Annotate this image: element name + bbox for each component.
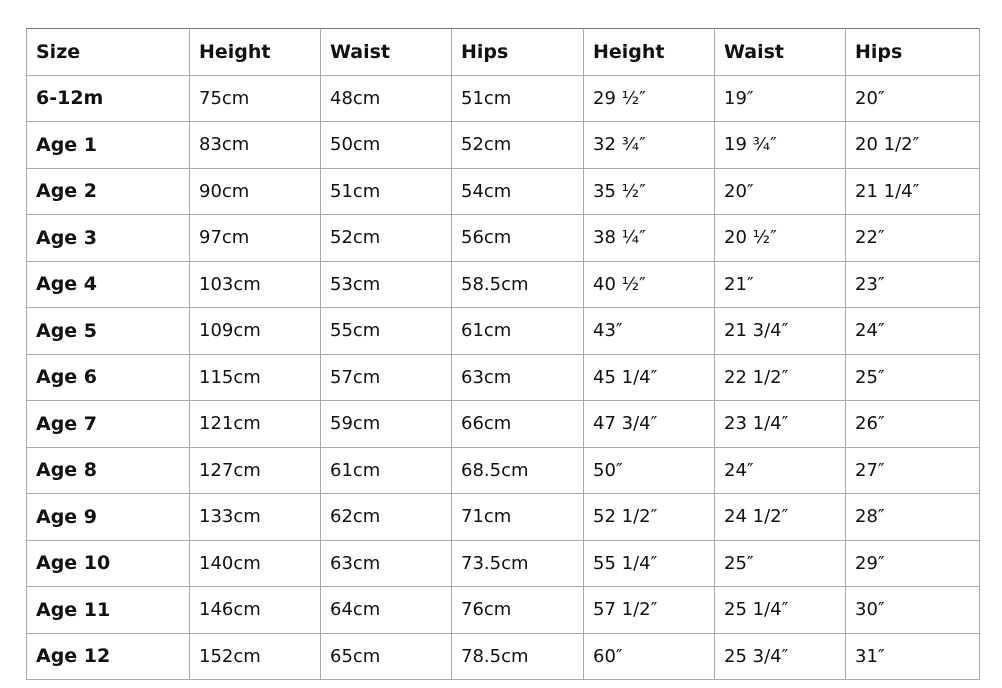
hips-in-cell: 22″ — [846, 215, 980, 262]
table-row — [27, 75, 980, 122]
height-cm-cell: 75cm — [190, 75, 321, 122]
height-in-cell: 45 1/4″ — [584, 354, 715, 401]
height-cm-cell: 121cm — [190, 401, 321, 448]
height-in-cell: 43″ — [584, 308, 715, 355]
waist-in-cell: 23 1/4″ — [715, 401, 846, 448]
table-row — [27, 168, 980, 215]
waist-cm-cell: 65cm — [321, 633, 452, 680]
table-row — [27, 308, 980, 355]
waist-cm-cell: 53cm — [321, 261, 452, 308]
table-row — [27, 540, 980, 587]
waist-cm-cell: 63cm — [321, 540, 452, 587]
waist-cm-cell: 61cm — [321, 447, 452, 494]
hips-in-cell: 25″ — [846, 354, 980, 401]
hips-cm-cell: 63cm — [452, 354, 584, 401]
hips-cm-cell: 66cm — [452, 401, 584, 448]
height-cm-cell: 127cm — [190, 447, 321, 494]
hips-in-cell: 24″ — [846, 308, 980, 355]
hips-in-cell: 23″ — [846, 261, 980, 308]
waist-in-cell: 21 3/4″ — [715, 308, 846, 355]
hips-cm-cell: 61cm — [452, 308, 584, 355]
height-in-cell: 52 1/2″ — [584, 494, 715, 541]
height-cm-cell: 97cm — [190, 215, 321, 262]
height-in-cell: 38 ¼″ — [584, 215, 715, 262]
hips-cm-cell: 78.5cm — [452, 633, 584, 680]
header-hips-cm: Hips — [452, 29, 584, 76]
waist-cm-cell: 57cm — [321, 354, 452, 401]
hips-cm-cell: 76cm — [452, 587, 584, 634]
waist-cm-cell: 48cm — [321, 75, 452, 122]
table-row — [27, 447, 980, 494]
hips-in-cell: 21 1/4″ — [846, 168, 980, 215]
header-height-cm: Height — [190, 29, 321, 76]
table-row — [27, 587, 980, 634]
size-chart-table — [26, 28, 980, 680]
hips-in-cell: 30″ — [846, 587, 980, 634]
height-in-cell: 50″ — [584, 447, 715, 494]
hips-cm-cell: 52cm — [452, 122, 584, 169]
header-waist-cm: Waist — [321, 29, 452, 76]
size-cell: Age 9 — [27, 494, 190, 541]
waist-in-cell: 19″ — [715, 75, 846, 122]
height-in-cell: 29 ½″ — [584, 75, 715, 122]
height-cm-cell: 83cm — [190, 122, 321, 169]
waist-cm-cell: 59cm — [321, 401, 452, 448]
height-in-cell: 32 ¾″ — [584, 122, 715, 169]
height-cm-cell: 146cm — [190, 587, 321, 634]
waist-cm-cell: 50cm — [321, 122, 452, 169]
size-cell: Age 4 — [27, 261, 190, 308]
size-cell: 6-12m — [27, 75, 190, 122]
height-in-cell: 35 ½″ — [584, 168, 715, 215]
waist-in-cell: 25″ — [715, 540, 846, 587]
header-waist-in: Waist — [715, 29, 846, 76]
size-cell: Age 7 — [27, 401, 190, 448]
height-in-cell: 60″ — [584, 633, 715, 680]
waist-in-cell: 19 ¾″ — [715, 122, 846, 169]
size-cell: Age 12 — [27, 633, 190, 680]
header-hips-in: Hips — [846, 29, 980, 76]
waist-cm-cell: 52cm — [321, 215, 452, 262]
hips-cm-cell: 73.5cm — [452, 540, 584, 587]
hips-cm-cell: 68.5cm — [452, 447, 584, 494]
hips-in-cell: 20″ — [846, 75, 980, 122]
waist-in-cell: 24″ — [715, 447, 846, 494]
waist-cm-cell: 51cm — [321, 168, 452, 215]
hips-cm-cell: 56cm — [452, 215, 584, 262]
size-cell: Age 1 — [27, 122, 190, 169]
header-row — [27, 29, 980, 76]
hips-in-cell: 28″ — [846, 494, 980, 541]
height-cm-cell: 115cm — [190, 354, 321, 401]
size-cell: Age 3 — [27, 215, 190, 262]
height-cm-cell: 140cm — [190, 540, 321, 587]
table-row — [27, 633, 980, 680]
height-cm-cell: 103cm — [190, 261, 321, 308]
size-cell: Age 10 — [27, 540, 190, 587]
height-cm-cell: 90cm — [190, 168, 321, 215]
waist-in-cell: 24 1/2″ — [715, 494, 846, 541]
table-row — [27, 215, 980, 262]
size-cell: Age 6 — [27, 354, 190, 401]
hips-cm-cell: 58.5cm — [452, 261, 584, 308]
waist-in-cell: 21″ — [715, 261, 846, 308]
size-cell: Age 5 — [27, 308, 190, 355]
hips-in-cell: 26″ — [846, 401, 980, 448]
table-row — [27, 122, 980, 169]
height-in-cell: 47 3/4″ — [584, 401, 715, 448]
waist-in-cell: 22 1/2″ — [715, 354, 846, 401]
height-cm-cell: 109cm — [190, 308, 321, 355]
waist-cm-cell: 64cm — [321, 587, 452, 634]
hips-in-cell: 27″ — [846, 447, 980, 494]
size-cell: Age 11 — [27, 587, 190, 634]
height-in-cell: 57 1/2″ — [584, 587, 715, 634]
hips-in-cell: 29″ — [846, 540, 980, 587]
hips-in-cell: 20 1/2″ — [846, 122, 980, 169]
table-row — [27, 261, 980, 308]
header-height-in: Height — [584, 29, 715, 76]
hips-cm-cell: 54cm — [452, 168, 584, 215]
hips-cm-cell: 71cm — [452, 494, 584, 541]
waist-in-cell: 20″ — [715, 168, 846, 215]
waist-in-cell: 25 3/4″ — [715, 633, 846, 680]
height-cm-cell: 133cm — [190, 494, 321, 541]
table-row — [27, 401, 980, 448]
height-in-cell: 55 1/4″ — [584, 540, 715, 587]
height-in-cell: 40 ½″ — [584, 261, 715, 308]
hips-cm-cell: 51cm — [452, 75, 584, 122]
size-cell: Age 8 — [27, 447, 190, 494]
waist-in-cell: 25 1/4″ — [715, 587, 846, 634]
header-size: Size — [27, 29, 190, 76]
waist-in-cell: 20 ½″ — [715, 215, 846, 262]
table-row — [27, 494, 980, 541]
height-cm-cell: 152cm — [190, 633, 321, 680]
table-row — [27, 354, 980, 401]
size-cell: Age 2 — [27, 168, 190, 215]
waist-cm-cell: 62cm — [321, 494, 452, 541]
waist-cm-cell: 55cm — [321, 308, 452, 355]
hips-in-cell: 31″ — [846, 633, 980, 680]
